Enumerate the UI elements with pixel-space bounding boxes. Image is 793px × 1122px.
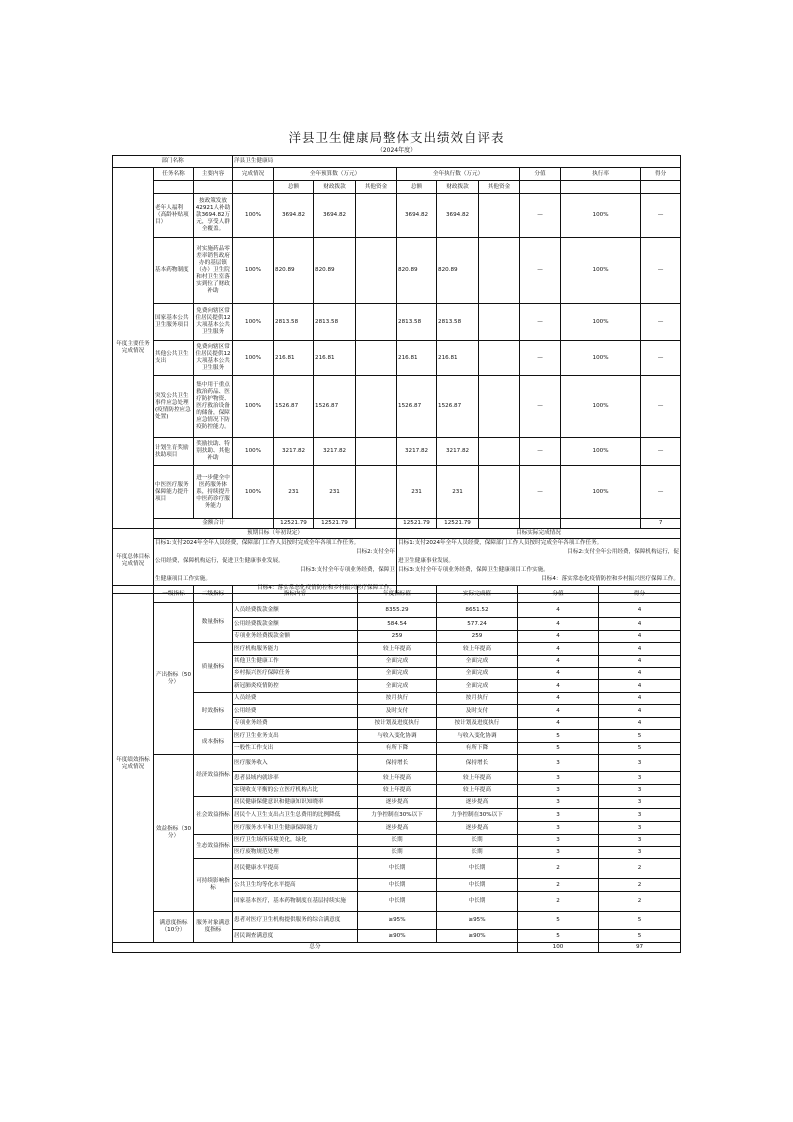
score: —	[641, 304, 681, 341]
header-status: 完成情况	[233, 168, 274, 181]
target-value: 逐步提高	[358, 822, 437, 835]
budget-other	[356, 466, 397, 519]
level1-indicator: 满意度指标（10分）	[154, 912, 194, 943]
actual-value: 按月执行	[437, 693, 518, 705]
task-section-label: 年度主要任务完成情况	[113, 168, 154, 529]
budget-other	[356, 304, 397, 341]
task-name: 中医医疗服务保障能力提升项目	[154, 466, 194, 519]
budget-fiscal: 820.89	[314, 238, 356, 304]
score: 4	[599, 618, 681, 631]
empty-cell	[479, 519, 520, 529]
indicator-content: 新冠肺炎疫情防控	[233, 680, 358, 693]
indicator-content: 医疗服务收入	[233, 755, 358, 772]
target-value: 长期	[358, 847, 437, 859]
task-name: 突发公共卫生事件应急处理(疫情防控应急处置)	[154, 376, 194, 438]
header-task-name: 任务名称	[154, 168, 194, 181]
score: 3	[599, 809, 681, 822]
table-row	[113, 859, 681, 879]
goal-line: 公用经费，保障机构运行，促进卫生健康事业发展。	[155, 558, 284, 564]
total-label: 总分	[113, 943, 518, 953]
actual-value: 有所下降	[437, 743, 518, 755]
task-content: 奖励扶助、特别扶助、其他补助	[194, 438, 233, 466]
score-value: 4	[518, 680, 599, 693]
budget-other	[356, 341, 397, 376]
score: 2	[599, 879, 681, 892]
target-value: 8355.29	[358, 603, 437, 618]
indicator-content: 公用经费	[233, 705, 358, 718]
header-score-value: 分值	[520, 168, 561, 181]
level2-indicator: 数量指标	[194, 603, 233, 643]
exec-total: 3694.82	[397, 194, 437, 238]
budget-total: 216.81	[274, 341, 314, 376]
score: —	[641, 466, 681, 519]
task-content: 对实施药品零差率销售政府办的基层镇（办）卫生院和村卫生室落实到位了财政补助	[194, 238, 233, 304]
empty-cell	[561, 181, 641, 194]
total-label: 金额合计	[154, 519, 274, 529]
actual-value: 577.24	[437, 618, 518, 631]
target-value: 中长期	[358, 879, 437, 892]
actual-value: 长期	[437, 847, 518, 859]
actual-value: 按计划及进度执行	[437, 718, 518, 730]
table-row	[113, 797, 681, 809]
target-value: 保持增长	[358, 755, 437, 772]
score-value: 3	[518, 822, 599, 835]
goal-line: 进卫生健康事业发展。	[398, 558, 454, 564]
score-value: 3	[518, 835, 599, 847]
actual-value: 全面完成	[437, 656, 518, 668]
exec-total: 231	[397, 466, 437, 519]
score: —	[641, 438, 681, 466]
score: 4	[599, 631, 681, 643]
budget-total: 820.89	[274, 238, 314, 304]
level2-indicator: 社会效益指标	[194, 797, 233, 835]
score-value: —	[520, 341, 561, 376]
header-b-fiscal: 财政拨款	[314, 181, 356, 194]
score-value: —	[520, 194, 561, 238]
budget-fiscal: 1526.87	[314, 376, 356, 438]
dept-label: 部门名称	[113, 156, 233, 168]
task-status: 100%	[233, 194, 274, 238]
target-value: 259	[358, 631, 437, 643]
indicator-content: 居民健康水平提高	[233, 859, 358, 879]
score: 4	[599, 643, 681, 656]
header-exec: 全年执行数（万元）	[397, 168, 520, 181]
exec-rate: 100%	[561, 194, 641, 238]
task-content: 免费向辖区常住居民提供12大项基本公共卫生服务	[194, 341, 233, 376]
header-b-total: 总额	[274, 181, 314, 194]
task-status: 100%	[233, 376, 274, 438]
score-value: 4	[518, 603, 599, 618]
indicator-table	[112, 585, 681, 953]
table-row	[113, 755, 681, 772]
task-table	[112, 155, 681, 529]
score: 4	[599, 693, 681, 705]
indicator-content: 乡村振兴医疗保障任务	[233, 668, 358, 680]
score-value: 3	[518, 809, 599, 822]
empty-cell	[520, 519, 561, 529]
target-value: ≥95%	[358, 912, 437, 930]
indicator-content: 居民健康保健意识和健康知识知晓率	[233, 797, 358, 809]
table-row	[113, 730, 681, 743]
exec-total: 3217.82	[397, 438, 437, 466]
exec-rate: 100%	[561, 341, 641, 376]
score-value: 2	[518, 892, 599, 912]
score: 5	[599, 743, 681, 755]
actual-value: 中长期	[437, 859, 518, 879]
actual-value: 中长期	[437, 892, 518, 912]
score: 3	[599, 772, 681, 785]
total-b-total: 12521.79	[274, 519, 314, 529]
actual-value: 保持增长	[437, 755, 518, 772]
goal-line: 生健康项目工作实施。	[155, 576, 211, 582]
table-row	[113, 466, 681, 519]
score-value: 3	[518, 755, 599, 772]
indicator-content: 公共卫生均等化水平提高	[233, 879, 358, 892]
level2-indicator: 服务对象满意度指标	[194, 912, 233, 943]
exec-fiscal: 216.81	[437, 341, 479, 376]
goal-line: 目标4：落实常态化疫情防控和乡村振兴医疗保障工作。	[257, 585, 395, 591]
actual-value: 较上年提高	[437, 785, 518, 797]
empty-cell	[233, 181, 274, 194]
actual-value: 逐步提高	[437, 822, 518, 835]
dept-value: 洋县卫生健康局	[233, 156, 681, 168]
indicator-content: 患者对医疗卫生机构提供服务的综合满意度	[233, 912, 358, 930]
target-value: 全面完成	[358, 656, 437, 668]
expected-header: 预期目标（年初设定）	[154, 529, 397, 539]
indicator-content: 专项业务经费拨款金额	[233, 631, 358, 643]
empty-cell	[641, 181, 681, 194]
target-value: 中长期	[358, 859, 437, 879]
empty-cell	[194, 181, 233, 194]
budget-total: 231	[274, 466, 314, 519]
score-value: 4	[518, 656, 599, 668]
total-score: 97	[599, 943, 681, 953]
task-content: 集中用于重点救治药品、医疗防护物资、医疗救治设备的储备，保障应急情况下防疫防控能力。	[194, 376, 233, 438]
exec-total: 216.81	[397, 341, 437, 376]
indicator-content: 医疗卫生业务支出	[233, 730, 358, 743]
score-value: 3	[518, 847, 599, 859]
target-value: 按月执行	[358, 693, 437, 705]
actual-value: ≥90%	[437, 930, 518, 943]
score-value: 5	[518, 930, 599, 943]
level1-indicator: 效益指标（30分）	[154, 755, 194, 912]
actual-value: 较上年提高	[437, 643, 518, 656]
header-content: 指标内容	[233, 586, 358, 603]
target-value: ≥90%	[358, 930, 437, 943]
actual-value: 全面完成	[437, 680, 518, 693]
target-value: 较上年提高	[358, 643, 437, 656]
header-e-other: 其他资金	[479, 181, 520, 194]
table-row	[113, 238, 681, 304]
score: 4	[599, 668, 681, 680]
level2-indicator: 生态效益指标	[194, 835, 233, 859]
score: 5	[599, 930, 681, 943]
empty-cell	[520, 181, 561, 194]
table-row	[113, 693, 681, 705]
header-target: 年度指标值	[358, 586, 437, 603]
target-value: 及时支付	[358, 705, 437, 718]
score: —	[641, 376, 681, 438]
table-row	[113, 643, 681, 656]
score: —	[641, 194, 681, 238]
exec-total: 2813.58	[397, 304, 437, 341]
budget-fiscal: 3217.82	[314, 438, 356, 466]
score-value: —	[520, 466, 561, 519]
exec-rate: 100%	[561, 304, 641, 341]
score: 3	[599, 755, 681, 772]
page-subtitle: （2024年度）	[376, 147, 417, 154]
budget-fiscal: 216.81	[314, 341, 356, 376]
budget-total: 3694.82	[274, 194, 314, 238]
header-score: 得分	[599, 586, 681, 603]
indicator-content: 实现收支平衡的公立医疗机构占比	[233, 785, 358, 797]
empty-cell	[154, 181, 194, 194]
table-row	[113, 835, 681, 847]
score: 3	[599, 785, 681, 797]
score: 4	[599, 718, 681, 730]
table-row	[113, 194, 681, 238]
exec-rate: 100%	[561, 466, 641, 519]
task-name: 老年人福利（高龄补贴项目）	[154, 194, 194, 238]
task-status: 100%	[233, 466, 274, 519]
exec-fiscal: 3217.82	[437, 438, 479, 466]
score: 2	[599, 892, 681, 912]
actual-value: 全面完成	[437, 668, 518, 680]
score: 3	[599, 835, 681, 847]
task-name: 国家基本公共卫生服务项目	[154, 304, 194, 341]
header-content: 主要内容	[194, 168, 233, 181]
indicator-content: 医疗卫生场所环境美化，绿化	[233, 835, 358, 847]
indicator-content: 居民个人卫生支出占卫生总费用的比例降低	[233, 809, 358, 822]
target-value: 按计划及进度执行	[358, 718, 437, 730]
actual-value: 8651.52	[437, 603, 518, 618]
level2-indicator: 时效指标	[194, 693, 233, 730]
indicator-content: 医疗服务水平和卫生健康保障能力	[233, 822, 358, 835]
page-title: 洋县卫生健康局整体支出绩效自评表	[288, 130, 505, 145]
task-name: 其他公共卫生支出	[154, 341, 194, 376]
score-value: 3	[518, 797, 599, 809]
budget-total: 3217.82	[274, 438, 314, 466]
target-value: 有所下降	[358, 743, 437, 755]
score-value: 4	[518, 705, 599, 718]
goal-line: 目标2:支付全年公用经费，保障机构运行，促	[567, 549, 679, 555]
target-value: 较上年提高	[358, 772, 437, 785]
budget-total: 2813.58	[274, 304, 314, 341]
goal-line: 目标3:支付全年专项业务经费，保障卫	[300, 567, 395, 573]
target-value: 较上年提高	[358, 785, 437, 797]
score: —	[641, 238, 681, 304]
score-value: 3	[518, 785, 599, 797]
score-value: 4	[518, 643, 599, 656]
score: 4	[599, 656, 681, 668]
table-row	[113, 304, 681, 341]
header-budget: 全年预算数（万元）	[274, 168, 397, 181]
header-rate: 执行率	[561, 168, 641, 181]
header-score: 得分	[641, 168, 681, 181]
score-value: 5	[518, 730, 599, 743]
budget-fiscal: 2813.58	[314, 304, 356, 341]
goal-line: 目标2:支付全年	[355, 549, 395, 555]
score-value: 2	[518, 879, 599, 892]
score-value: 3	[518, 772, 599, 785]
score-value: 2	[518, 859, 599, 879]
score: 5	[599, 730, 681, 743]
total-e-total: 12521.79	[397, 519, 437, 529]
score-value: 4	[518, 631, 599, 643]
total-score: 7	[641, 519, 681, 529]
exec-fiscal: 820.89	[437, 238, 479, 304]
score: 2	[599, 859, 681, 879]
exec-total: 820.89	[397, 238, 437, 304]
budget-other	[356, 238, 397, 304]
actual-value: 及时支付	[437, 705, 518, 718]
table-row	[113, 912, 681, 930]
table-row	[113, 341, 681, 376]
table-row	[113, 438, 681, 466]
task-name: 计划生育奖励扶助项目	[154, 438, 194, 466]
actual-value: 259	[437, 631, 518, 643]
goal-line: 目标3:支付全年专项业务经费，保障卫生健康项目工作实施。	[398, 567, 549, 573]
target-value: 全面完成	[358, 668, 437, 680]
target-value: 力争控制在30%以下	[358, 809, 437, 822]
score-value: —	[520, 438, 561, 466]
indicator-content: 公用经费拨款金额	[233, 618, 358, 631]
target-value: 与收入变化协调	[358, 730, 437, 743]
budget-other	[356, 194, 397, 238]
actual-value: 长期	[437, 835, 518, 847]
indicator-content: 医疗废物规范处理	[233, 847, 358, 859]
actual-value: 中长期	[437, 879, 518, 892]
task-name: 基本药物制度	[154, 238, 194, 304]
score-value: 5	[518, 743, 599, 755]
budget-other	[356, 438, 397, 466]
task-status: 100%	[233, 238, 274, 304]
score: 3	[599, 847, 681, 859]
indicator-content: 患者县域内就诊率	[233, 772, 358, 785]
exec-total: 1526.87	[397, 376, 437, 438]
total-b-fiscal: 12521.79	[314, 519, 356, 529]
exec-other	[479, 304, 520, 341]
budget-fiscal: 3694.82	[314, 194, 356, 238]
task-content: 进一步健全中医药服务体系，持续提升中医药诊疗服务能力	[194, 466, 233, 519]
budget-total: 1526.87	[274, 376, 314, 438]
exec-rate: 100%	[561, 438, 641, 466]
exec-other	[479, 376, 520, 438]
total-e-fiscal: 12521.79	[437, 519, 479, 529]
target-value: 中长期	[358, 892, 437, 912]
task-status: 100%	[233, 304, 274, 341]
exec-other	[479, 238, 520, 304]
indicator-content: 其他卫生健康工作	[233, 656, 358, 668]
indicator-content: 一般性工作支出	[233, 743, 358, 755]
actual-value: 较上年提高	[437, 772, 518, 785]
score-value: —	[520, 238, 561, 304]
empty-cell	[356, 519, 397, 529]
task-content: 按政策发放42921人补助款3694.82万元，享受人群全覆盖。	[194, 194, 233, 238]
exec-rate: 100%	[561, 376, 641, 438]
table-row	[113, 376, 681, 438]
target-value: 逐步提高	[358, 797, 437, 809]
header-l2: 二级指标	[194, 586, 233, 603]
header-e-total: 总额	[397, 181, 437, 194]
level2-indicator: 成本指标	[194, 730, 233, 755]
indicator-content: 专项业务经费	[233, 718, 358, 730]
exec-other	[479, 438, 520, 466]
indicator-content: 人员经费	[233, 693, 358, 705]
budget-fiscal: 231	[314, 466, 356, 519]
table-row	[113, 603, 681, 618]
score-value: 4	[518, 618, 599, 631]
empty-cell	[561, 519, 641, 529]
level2-indicator: 经济效益指标	[194, 755, 233, 797]
score: 3	[599, 822, 681, 835]
actual-value: 力争控制在30%以下	[437, 809, 518, 822]
goal-line: 目标1:支付2024年全年人员经费，保障部门工作人员按时完成全年各项工作任务。	[398, 540, 603, 546]
score: 4	[599, 603, 681, 618]
score: 4	[599, 680, 681, 693]
header-e-fiscal: 财政拨款	[437, 181, 479, 194]
score-value: 4	[518, 718, 599, 730]
exec-other	[479, 341, 520, 376]
indicator-content: 国家基本医疗，基本药物制度在基层持续实施	[233, 892, 358, 912]
budget-other	[356, 376, 397, 438]
indicator-content: 医疗机构服务能力	[233, 643, 358, 656]
exec-other	[479, 194, 520, 238]
header-value: 分值	[518, 586, 599, 603]
indicator-content: 居民调查满意度	[233, 930, 358, 943]
level1-indicator: 产出指标（50分）	[154, 603, 194, 755]
exec-rate: 100%	[561, 238, 641, 304]
level2-indicator: 质量指标	[194, 643, 233, 693]
task-content: 免费向辖区常住居民提供12大项基本公共卫生服务	[194, 304, 233, 341]
header-l1: 一级指标	[154, 586, 194, 603]
score: —	[641, 341, 681, 376]
score-value: 4	[518, 668, 599, 680]
score-value: 4	[518, 693, 599, 705]
exec-other	[479, 466, 520, 519]
score: 3	[599, 797, 681, 809]
indicator-content: 人员经费拨款金额	[233, 603, 358, 618]
actual-value: ≥95%	[437, 912, 518, 930]
header-b-other: 其他资金	[356, 181, 397, 194]
score: 4	[599, 705, 681, 718]
exec-fiscal: 231	[437, 466, 479, 519]
header-actual: 实际完成值	[437, 586, 518, 603]
target-value: 584.54	[358, 618, 437, 631]
level2-indicator: 可持续影响指标	[194, 859, 233, 912]
target-value: 全面完成	[358, 680, 437, 693]
task-status: 100%	[233, 438, 274, 466]
score: 5	[599, 912, 681, 930]
task-status: 100%	[233, 341, 274, 376]
actual-value: 与收入变化协调	[437, 730, 518, 743]
total-value: 100	[518, 943, 599, 953]
goals-section-label: 年度总体目标完成情况	[113, 529, 154, 594]
indicator-section-label: 年度绩效指标完成情况	[113, 586, 154, 943]
exec-fiscal: 1526.87	[437, 376, 479, 438]
goal-line: 目标1:支付2024年全年人员经费，保障部门工作人员按时完成全年各项工作任务。	[155, 540, 360, 546]
exec-fiscal: 3694.82	[437, 194, 479, 238]
exec-fiscal: 2813.58	[437, 304, 479, 341]
actual-header: 目标实际完成情况	[397, 529, 681, 539]
actual-value: 逐步提高	[437, 797, 518, 809]
score-value: 5	[518, 912, 599, 930]
target-value: 长期	[358, 835, 437, 847]
score-value: —	[520, 376, 561, 438]
goal-line: 目标4：落实常态化疫情防控和乡村振兴医疗保障工作。	[541, 576, 679, 582]
score-value: —	[520, 304, 561, 341]
